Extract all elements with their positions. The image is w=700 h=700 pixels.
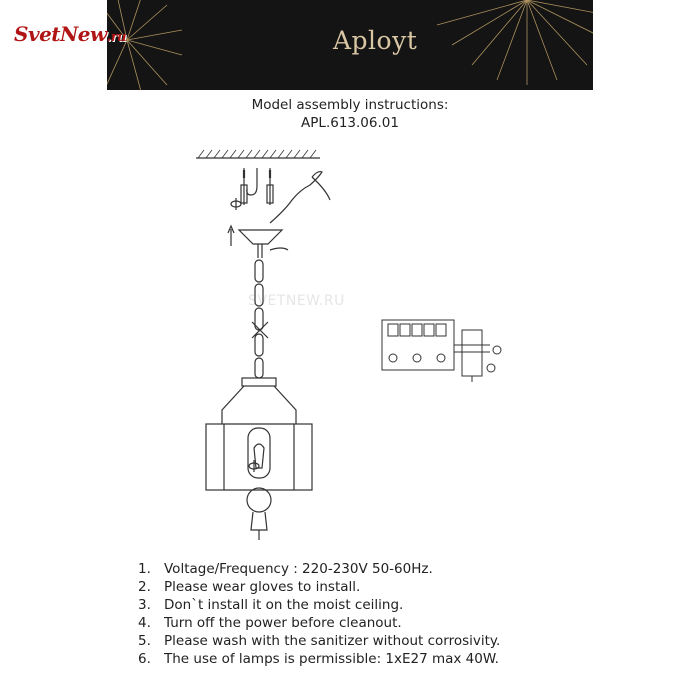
- lantern-icon: [206, 378, 312, 540]
- model-number: APL.613.06.01: [301, 115, 399, 131]
- watermark: SVETNEW.RU: [248, 293, 345, 309]
- up-arrow-icon: [228, 226, 234, 246]
- wiring-diagram-icon: [382, 320, 501, 382]
- list-item: 5. Please wash with the sanitizer without corrosivity.: [138, 633, 501, 649]
- brand-logo: Aployt: [333, 26, 418, 55]
- canopy-icon: [239, 230, 288, 258]
- list-item: 1. Voltage/Frequency : 220-230V 50-60Hz.: [138, 561, 433, 577]
- title-line: Model assembly instructions:: [251, 97, 449, 113]
- instructions-list: [138, 560, 500, 668]
- list-item: 6. The use of lamps is permissible: 1xE27 max 40W.: [138, 651, 499, 667]
- wire-icon: [270, 172, 330, 223]
- chain-icon: [252, 260, 268, 378]
- list-item: 2. Please wear gloves to install.: [138, 579, 361, 595]
- shop-logo: SvetNew.ru: [14, 22, 127, 46]
- list-item: 3. Don`t install it on the moist ceiling.: [138, 597, 404, 613]
- ceiling-mount-icon: [196, 150, 320, 158]
- hook-icon: [247, 168, 257, 195]
- list-item: 4. Turn off the power before cleanout.: [138, 615, 402, 631]
